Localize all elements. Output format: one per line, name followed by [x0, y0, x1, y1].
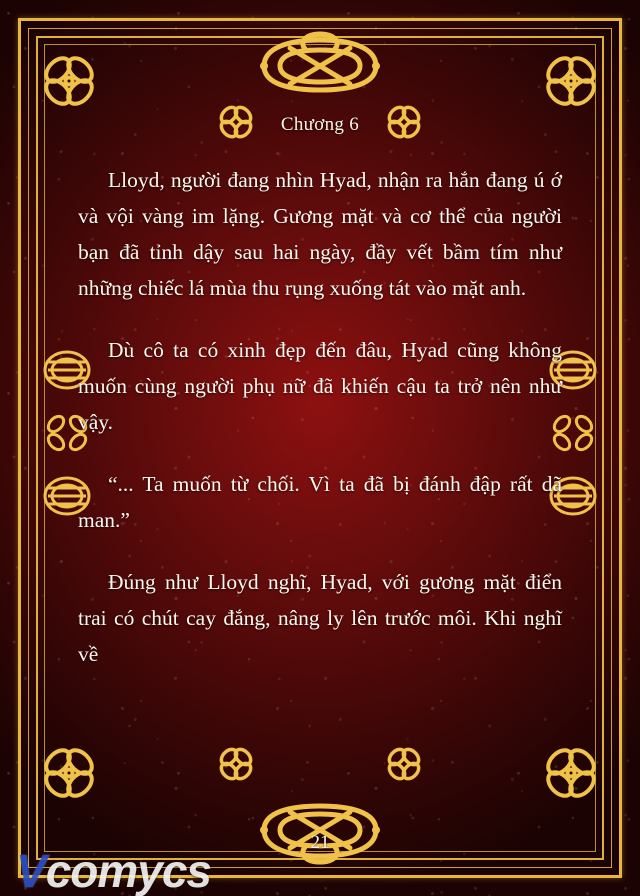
chapter-title: Chương 6	[280, 114, 360, 135]
watermark	[16, 845, 212, 896]
paragraph: Đúng như Lloyd nghĩ, Hyad, với gương mặt điển trai có chút cay đắng, nâng ly lên trước môi. Khi nghĩ về	[78, 570, 562, 666]
watermark-prefix: V	[16, 845, 46, 896]
page-number: 21	[310, 832, 330, 853]
paragraph: Dù cô ta có xinh đẹp đến đâu, Hyad cũng không muốn cùng người phụ nữ đã khiến cậu ta trở nên như vậy.	[78, 338, 562, 434]
watermark-text: comycs	[45, 845, 212, 896]
page-content	[60, 52, 580, 844]
body-text	[60, 162, 580, 672]
paragraph: Lloyd, người đang nhìn Hyad, nhận ra hắn đang ú ớ và vội vàng im lặng. Gương mặt và cơ thể của người bạn đã tỉnh dậy sau hai ngày, đầy vết bầm tím như những chiếc lá mùa thu rụng xuống tát vào mặt anh.	[78, 168, 562, 300]
paragraph: “... Ta muốn từ chối. Vì ta đã bị đánh đập rất dã man.”	[78, 472, 562, 532]
